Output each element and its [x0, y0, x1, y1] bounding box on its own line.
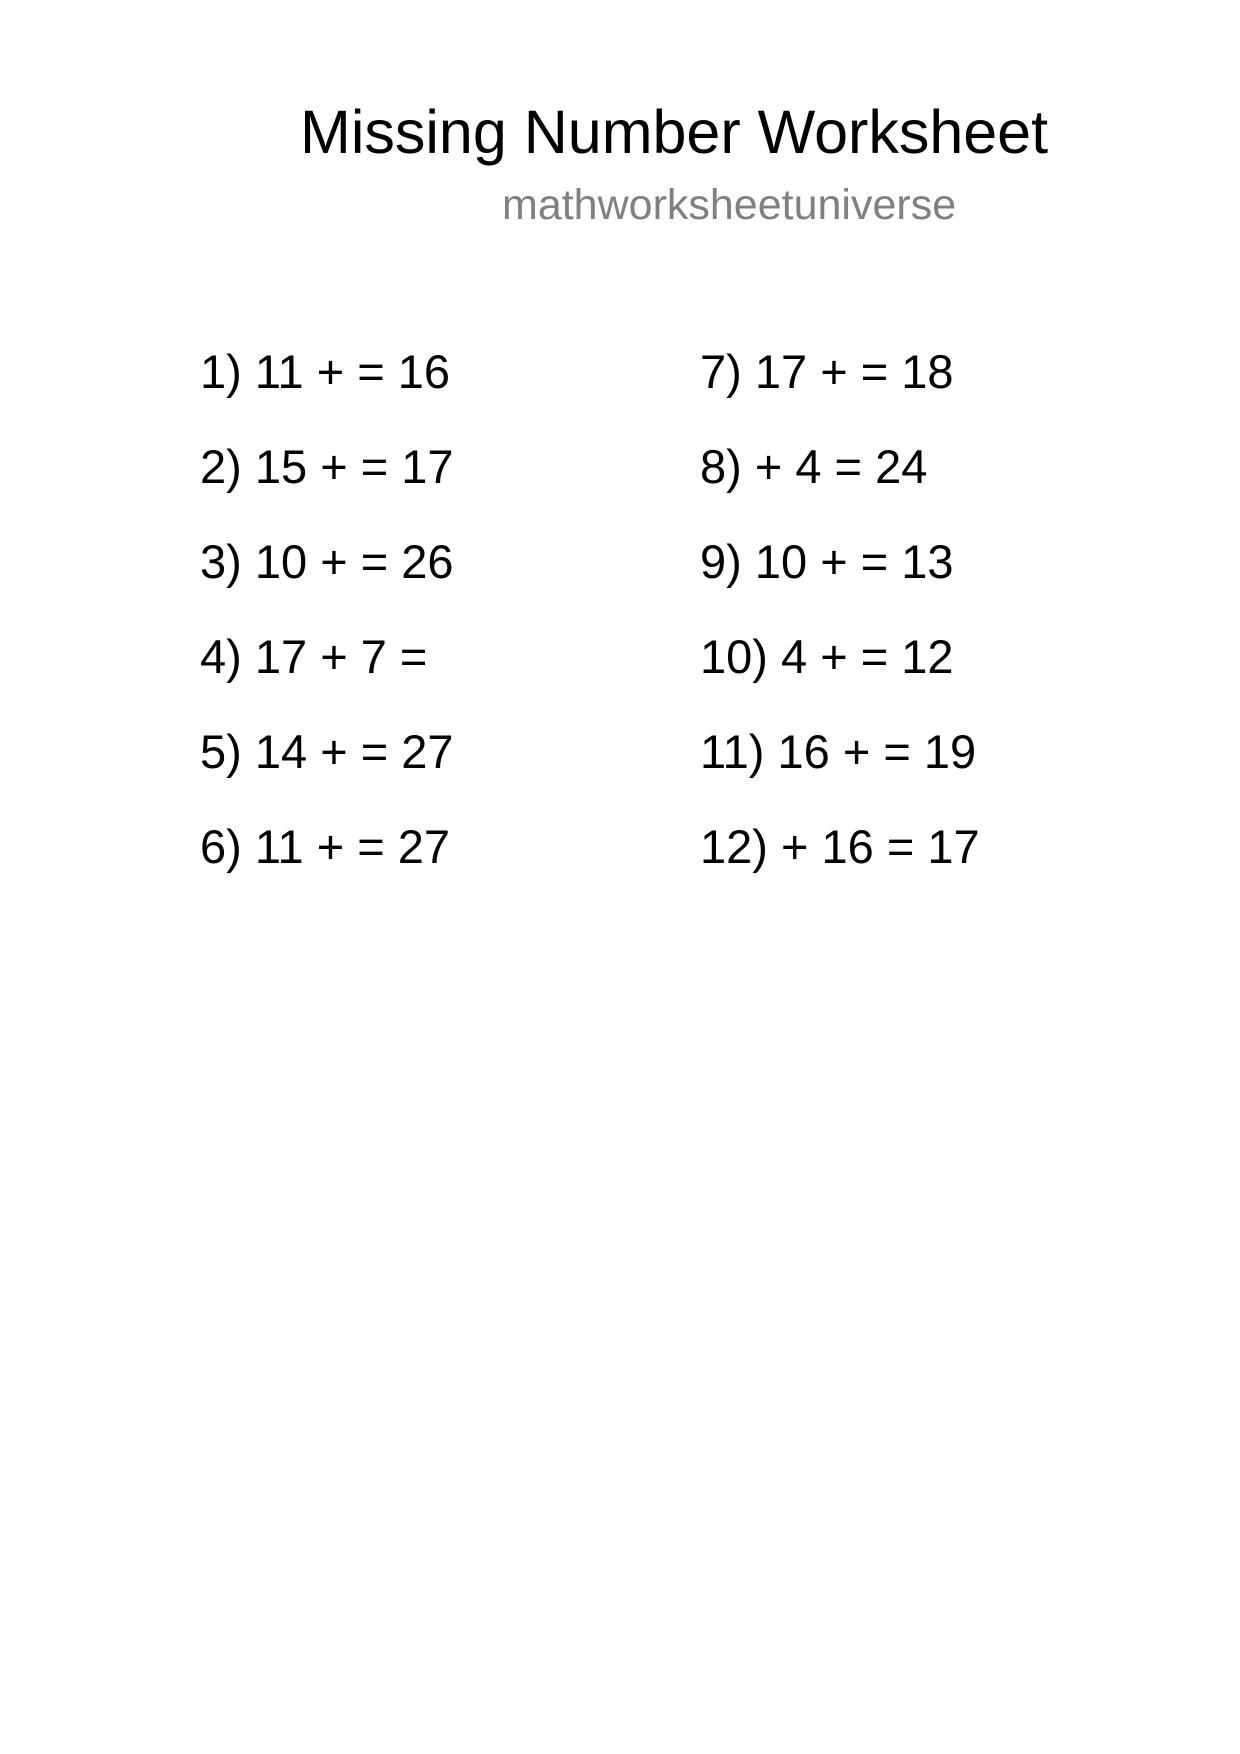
problem-8: [700, 439, 980, 534]
problem-number: 2): [200, 440, 242, 493]
problem-7: [700, 344, 980, 439]
problem-number: 4): [200, 630, 242, 683]
problem-left-side: 4 +: [781, 630, 848, 683]
problem-right-side: = 17: [360, 440, 454, 493]
problem-left-side: 11 +: [254, 820, 345, 873]
problem-number: 8): [700, 440, 742, 493]
problem-right-side: = 27: [360, 725, 454, 778]
problem-left-side: 17 + 7 =: [254, 630, 428, 683]
problems-column-left: [200, 344, 454, 914]
problem-right-side: = 12: [860, 630, 954, 683]
problem-right-side: = 19: [883, 725, 977, 778]
problem-left-side: 11 +: [254, 345, 345, 398]
problem-right-side: = 27: [357, 820, 451, 873]
worksheet-title: Missing Number Worksheet: [300, 98, 1049, 166]
problem-left-side: 15 +: [254, 440, 348, 493]
problem-right-side: = 16: [357, 345, 451, 398]
problem-4: [200, 629, 454, 724]
problem-right-side: + 16 = 17: [781, 820, 980, 873]
problem-number: 11): [700, 725, 765, 778]
problem-12: [700, 819, 980, 914]
problem-6: [200, 819, 454, 914]
problem-right-side: = 18: [860, 345, 954, 398]
problem-left-side: 10 +: [254, 535, 348, 588]
problem-number: 9): [700, 535, 742, 588]
problem-number: 1): [200, 345, 242, 398]
problem-right-side: = 13: [860, 535, 954, 588]
worksheet-source: mathworksheetuniverse: [502, 181, 957, 229]
problem-3: [200, 534, 454, 629]
problem-11: [700, 724, 980, 819]
problem-9: [700, 534, 980, 629]
problem-number: 12): [700, 820, 768, 873]
problem-number: 5): [200, 725, 242, 778]
problem-1: [200, 344, 454, 439]
problem-left-side: 17 +: [754, 345, 848, 398]
problem-right-side: + 4 = 24: [754, 440, 928, 493]
problem-number: 6): [200, 820, 242, 873]
problem-2: [200, 439, 454, 534]
problem-number: 3): [200, 535, 242, 588]
problem-left-side: 14 +: [254, 725, 348, 778]
problem-left-side: 10 +: [754, 535, 848, 588]
problem-5: [200, 724, 454, 819]
problem-number: 7): [700, 345, 742, 398]
problem-left-side: 16 +: [777, 725, 871, 778]
problems-column-right: [700, 344, 980, 914]
problem-right-side: = 26: [360, 535, 454, 588]
problem-number: 10): [700, 630, 768, 683]
problem-10: [700, 629, 980, 724]
